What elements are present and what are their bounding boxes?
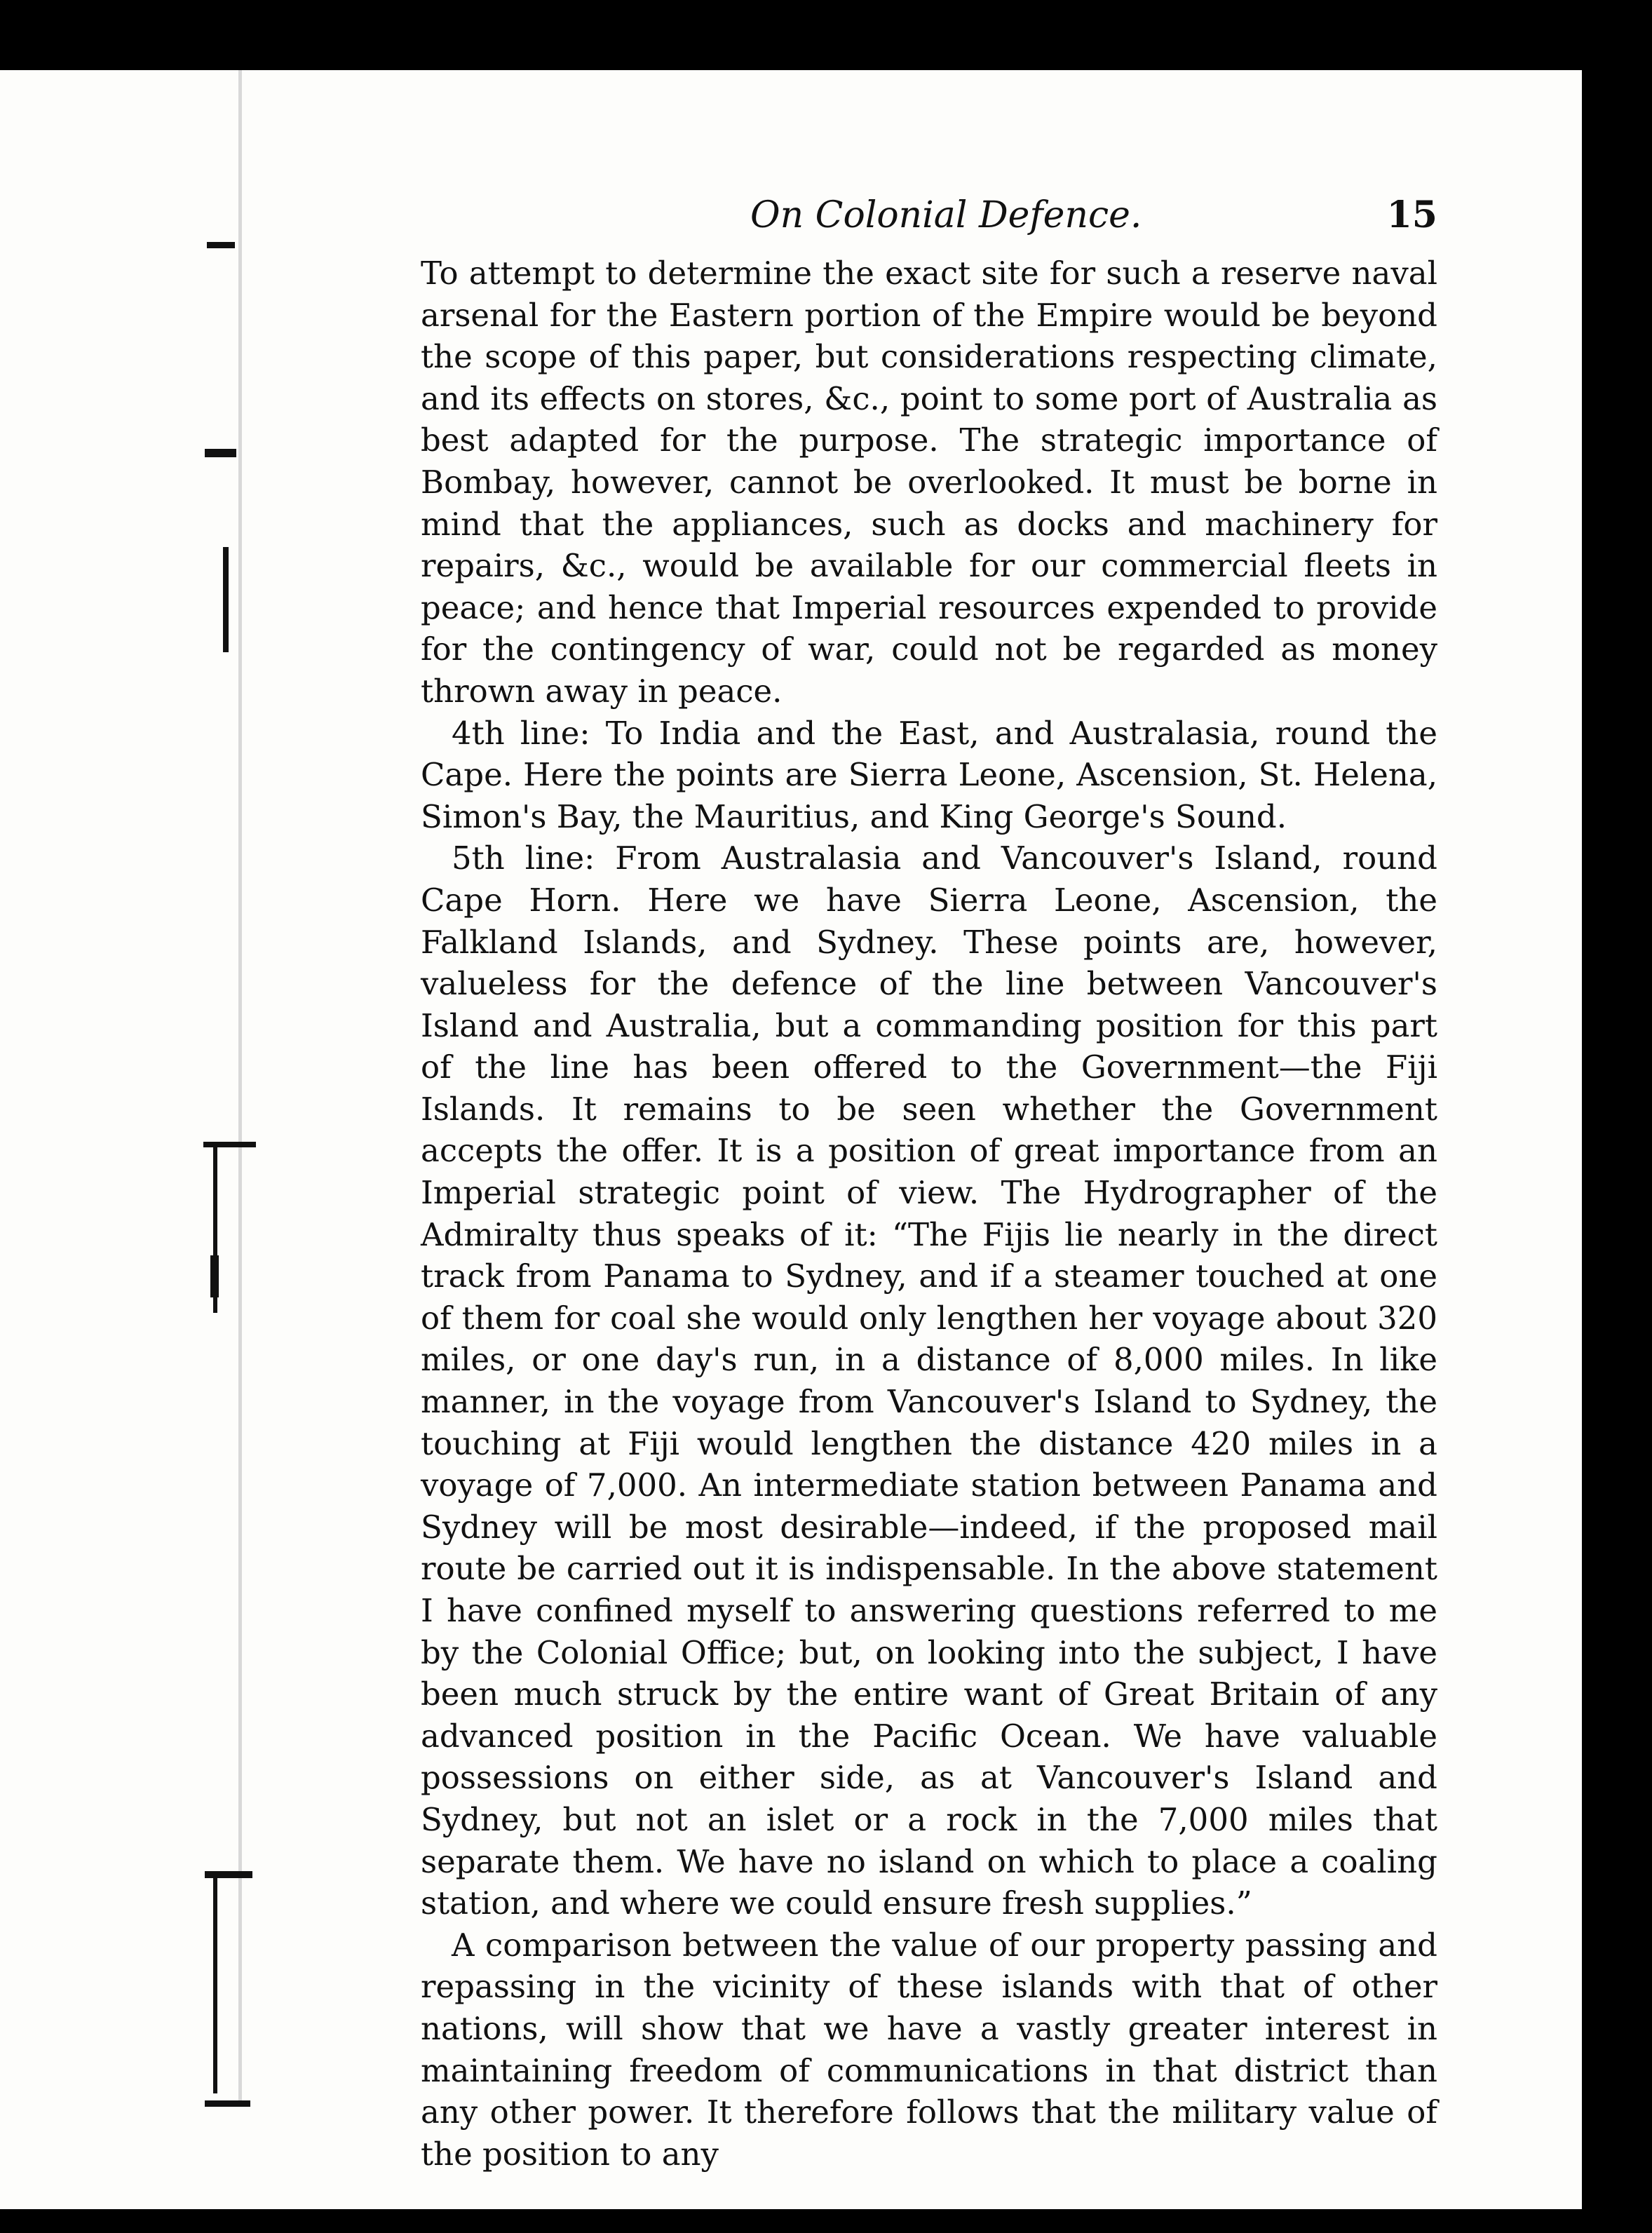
binding-stitch-mark [223, 547, 229, 652]
binding-stitch-mark [210, 1255, 219, 1297]
paragraph: 4th line: To India and the East, and Australasia, round the Cape. Here the points are Sierra Leone, Ascension, St. Helena, Simon's Bay, the Mauritius, and King George's Sound. [421, 714, 1437, 835]
binding-stitch-mark [207, 242, 235, 248]
body-text [421, 252, 1437, 2175]
binding-stitch-mark [205, 449, 236, 457]
paragraph: 5th line: From Australasia and Vancouver's Island, round Cape Horn. Here we have Sierra Leone, Ascension, the Falkland Islands, and Sydney. These points are, however, valueless for the defence of the line between Vancouver's Island and Australia, but a commanding position for this part of the line has been offered to the Government—the Fiji Islands. It remains to be seen whether the Government accepts the offer. It is a position of great importance from an Imperial strategic point of view. The Hydrographer of the Admiralty thus speaks of it: “The Fijis lie nearly in the direct track from Panama to Sydney, and if a steamer touched at one of them for coal she would only lengthen her voyage about 320 miles, or one day's run, in a distance of 8,000 miles. In like manner, in the voyage from Vancouver's Island to Sydney, the touching at Fiji would lengthen the distance 420 miles in a voyage of 7,000. An intermediate station between Panama and Sydney will be most desirable—indeed, if the proposed mail route be carried out it is indispensable. In the above statement I have confined myself to answering questions referred to me by the Colonial Office; but, on looking into the subject, I have been much struck by the entire want of Great Britain of any advanced position in the Pacific Ocean. We have valuable possessions on either side, as at Vancouver's Island and Sydney, but not an islet or a rock in the 7,000 miles that separate them. We have no island on which to place a coaling station, and where we could ensure fresh supplies.” [421, 839, 1437, 1922]
paragraph: A comparison between the value of our property passing and repassing in the vicinity of these islands with that of other nations, will show that we have a vastly greater interest in maintaining freedom of communications in that district than any other power. It therefore follows that the military value of the position to any [421, 1926, 1437, 2173]
page-number: 15 [1386, 194, 1437, 236]
page-header [421, 184, 1437, 247]
binding-stitch-mark [205, 2100, 250, 2107]
binding-stitch-mark [205, 1871, 252, 1878]
binding-gutter [238, 70, 242, 2104]
binding-stitch-mark [203, 1142, 256, 1147]
binding-stitch-mark [213, 1876, 217, 2093]
paragraph: To attempt to determine the exact site for such a reserve naval arsenal for the Eastern portion of the Empire would be beyond the scope of this paper, but considerations respecting climate, and its effects on stores, &c., point to some port of Australia as best adapted for the purpose. The strategic importance of Bombay, however, cannot be overlooked. It must be borne in mind that the appliances, such as docks and machinery for repairs, &c., would be available for our commercial fleets in peace; and hence that Imperial resources expended to provide for the contingency of war, could not be regarded as money thrown away in peace. [421, 255, 1437, 710]
running-title: On Colonial Defence. [750, 194, 1142, 236]
